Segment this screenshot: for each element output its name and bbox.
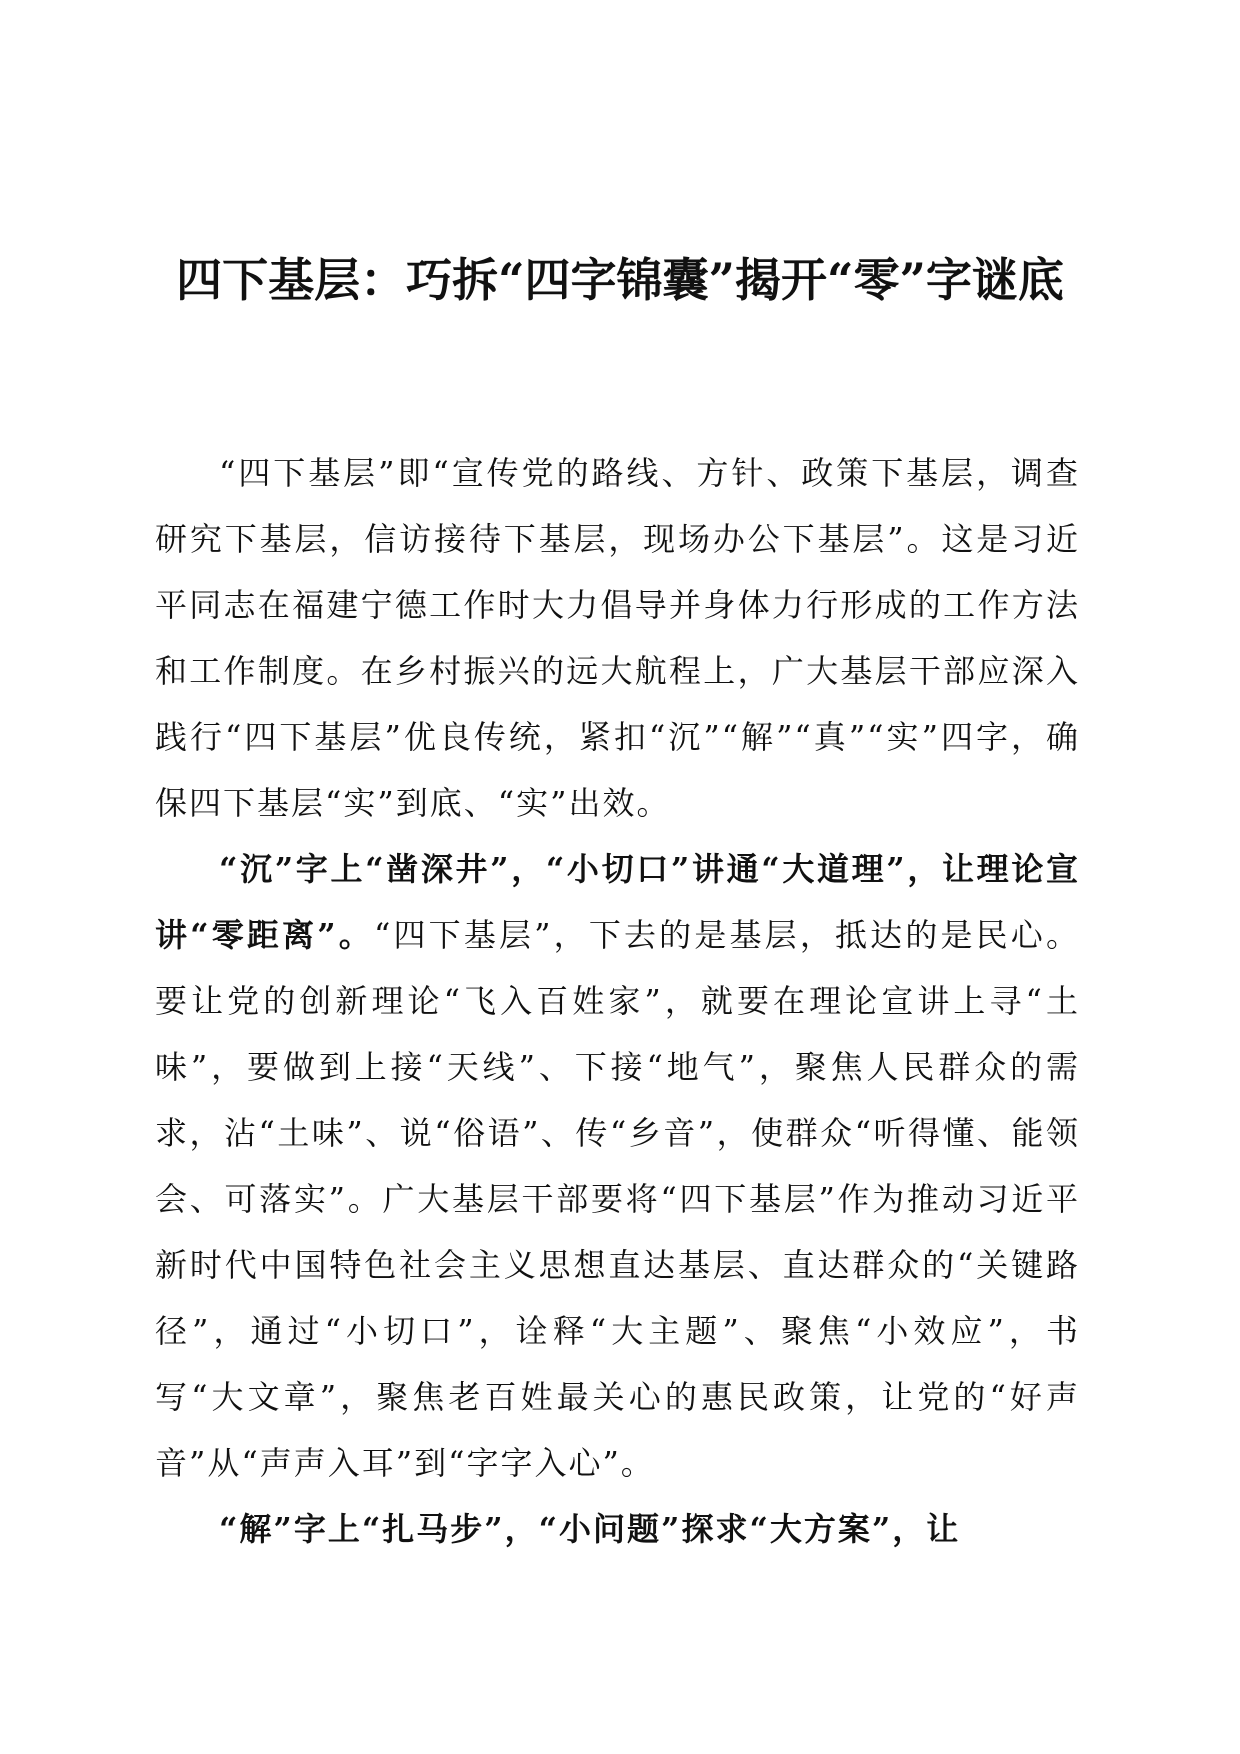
paragraph-text: “四下基层”，下去的是基层，抵达的是民心。要让党的创新理论“飞入百姓家”，就要在理论宣讲上寻“土味”，要做到上接“天线”、下接“地气”，聚焦人民群众的需求，沾“土味”、说“俗语”、传“乡音”，使群众“听得懂、能领会、可落实”。广大基层干部要将“四下基层”作为推动习近平新时代中国特色社会主义思想直达基层、直达群众的“关键路径”，通过“小切口”，诠释“大主题”、聚焦“小效应”，书写“大文章”，聚焦老百姓最关心的惠民政策，让党的“好声音”从“声声入耳”到“字字入心”。 (155, 916, 1080, 1482)
paragraph-jie (155, 1496, 1080, 1562)
document-body (155, 440, 1080, 1562)
paragraph-lead: “沉”字上“凿深井”，“小切口”讲通“大道理”，让理论宣讲“零距离”。 (155, 850, 1080, 954)
document-title: 四下基层：巧拆“四字锦囊”揭开“零”字谜底 (176, 253, 1064, 307)
paragraph-chen (155, 836, 1080, 1496)
paragraph-lead: “解”字上“扎马步”，“小问题”探求“大方案”，让 (219, 1510, 961, 1548)
paragraph-intro (155, 440, 1080, 836)
paragraph-text: “四下基层”即“宣传党的路线、方针、政策下基层，调查研究下基层，信访接待下基层，现场办公下基层”。这是习近平同志在福建宁德工作时大力倡导并身体力行形成的工作方法和工作制度。在乡村振兴的远大航程上，广大基层干部应深入践行“四下基层”优良传统，紧扣“沉”“解”“真”“实”四字，确保四下基层“实”到底、“实”出效。 (155, 454, 1080, 822)
